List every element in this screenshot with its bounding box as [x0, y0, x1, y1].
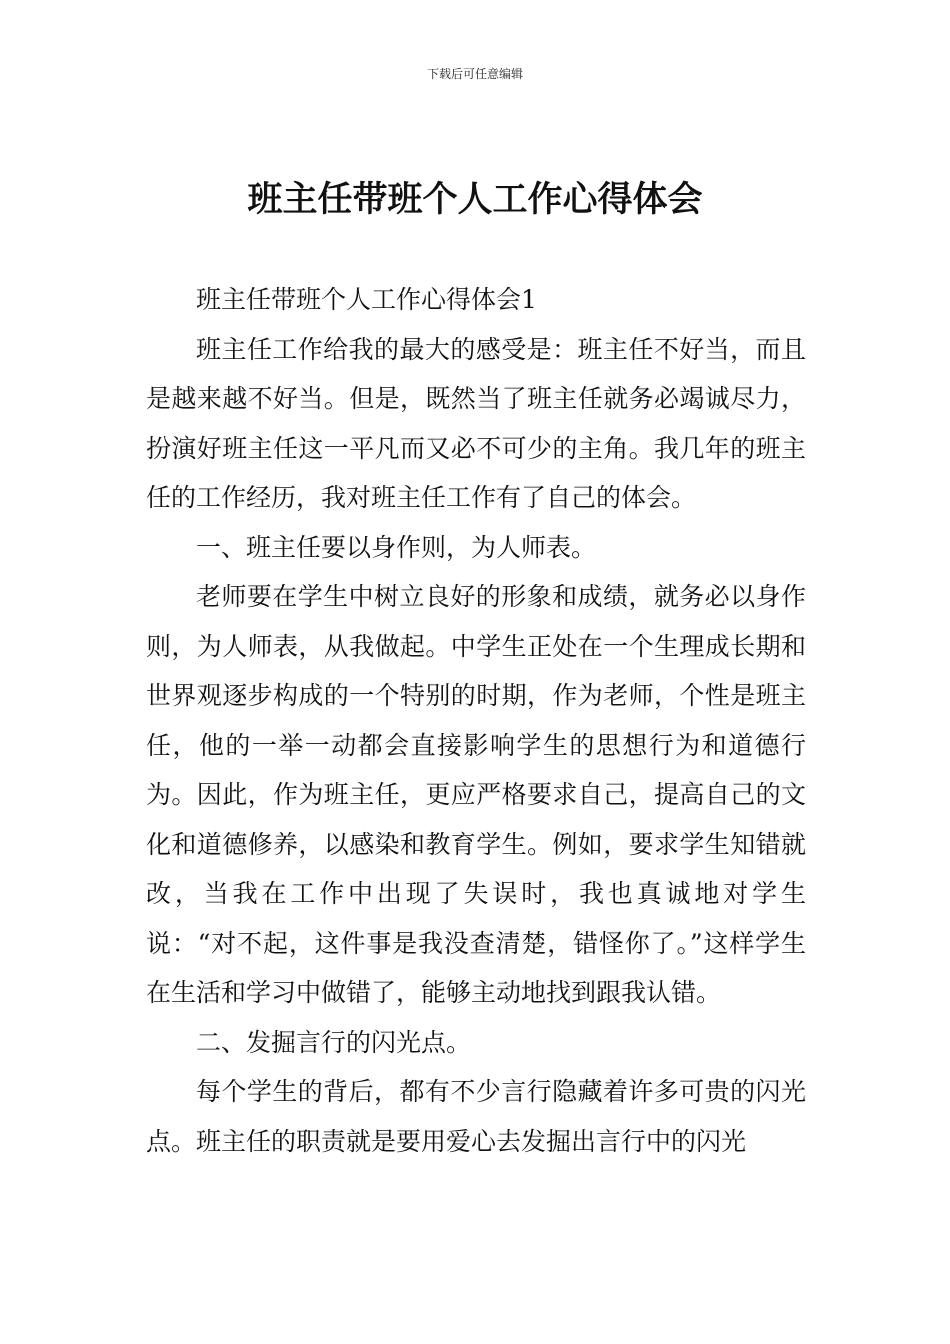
- section-heading-1: 班主任带班个人工作心得体会1: [196, 285, 537, 314]
- paragraph-intro: 班主任工作给我的最大的感受是：班主任不好当，而且是越来越不好当。但是，既然当了班主任就务必竭诚尽力，扮演好班主任这一平凡而又必不可少的主角。我几年的班主任的工作经历，我对班主任工作有了自己的体会。: [146, 334, 806, 512]
- section-heading-3: 二、发掘言行的闪光点。: [196, 1027, 472, 1057]
- paragraph-highlights: 每个学生的背后，都有不少言行隐藏着许多可贵的闪光点。班主任的职责就是要用爱心去发掘出言行中的闪光: [146, 1077, 806, 1156]
- document-title: 班主任带班个人工作心得体会: [247, 180, 703, 220]
- document-body: [146, 275, 806, 1166]
- section-heading-2: 一、班主任要以身作则，为人师表。: [196, 532, 597, 562]
- paragraph-lead-by-example: 老师要在学生中树立良好的形象和成绩，就务必以身作则，为人师表，从我做起。中学生正处在一个生理成长期和世界观逐步构成的一个特别的时期，作为老师，个性是班主任，他的一举一动都会直接影响学生的思想行为和道德行为。因此，作为班主任，更应严格要求自己，提高自己的文化和道德修养，以感染和教育学生。例如，要求学生知错就改，当我在工作中出现了失误时，我也真诚地对学生说：“对不起，这件事是我没查清楚，错怪你了。”这样学生在生活和学习中做错了，能够主动地找到跟我认错。: [146, 582, 806, 1007]
- header-note: 下载后可任意编辑: [426, 67, 523, 81]
